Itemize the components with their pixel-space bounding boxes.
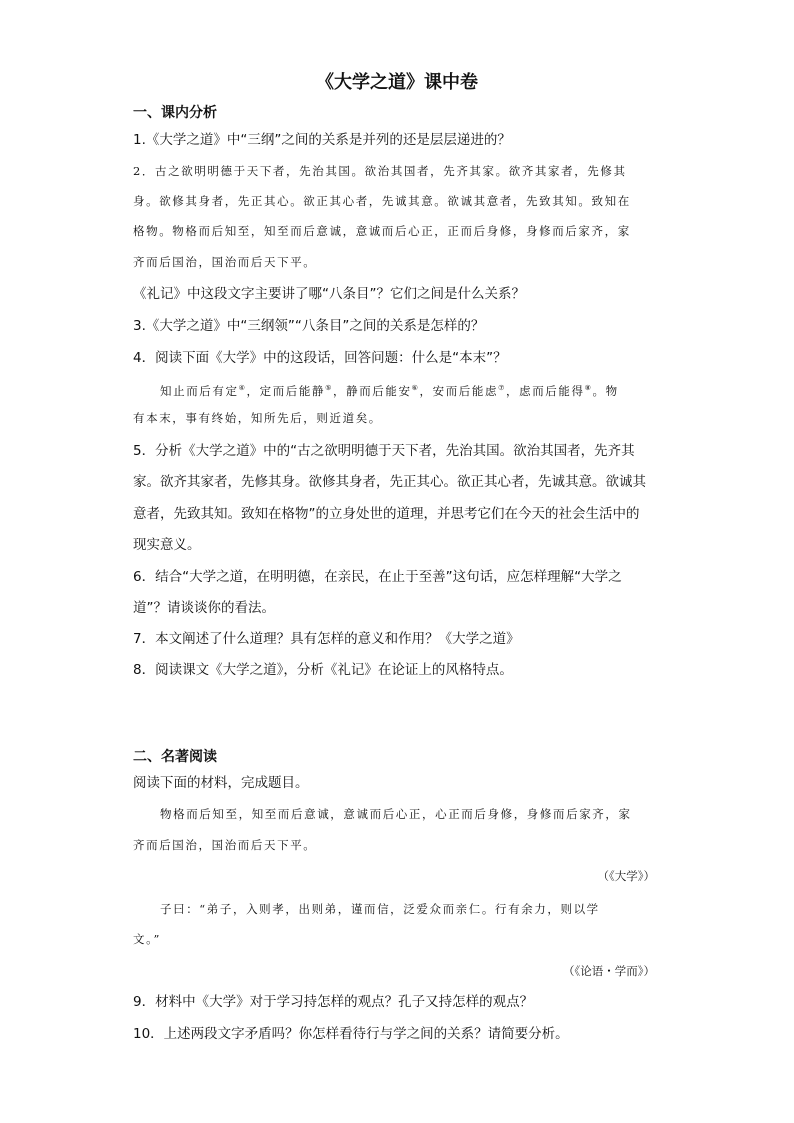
question-5-line-1: 5．分析《大学之道》中的“古之欲明明德于天下者，先治其国。欲治其国者，先齐其: [133, 443, 635, 459]
question-9: 9．材料中《大学》对于学习持怎样的观点？孔子又持怎样的观点？: [133, 994, 534, 1010]
question-5-line-3: 意者，先致其知。致知在格物”的立身处世的道理，并思考它们在今天的社会生活中的: [133, 506, 640, 522]
question-2-line-2: 身。欲修其身者，先正其心。欲正其心者，先诚其意。欲诚其意者，先致其知。致知在: [133, 194, 631, 208]
question-5-line-2: 家。欲齐其家者，先修其身。欲修其身者，先正其心。欲正其心者，先诚其意。欲诚其: [133, 474, 646, 490]
material-2-line-1: 子曰：“弟子，入则孝，出则弟，谨而信，泛爱众而亲仁。行有余力，则以学: [160, 902, 600, 916]
question-8: 8．阅读课文《大学之道》，分析《礼记》在论证上的风格特点。: [133, 662, 513, 678]
material-1-source: （《大学》）: [597, 869, 655, 883]
question-4-quote-line-2: 有本末，事有终始，知所先后，则近道矣。: [133, 411, 382, 425]
question-4-lead: 4．阅读下面《大学》中的这段话，回答问题：什么是“本末”？: [133, 350, 507, 366]
question-3: 3.《大学之道》中“三纲领”“八条目”之间的关系是怎样的？: [133, 318, 485, 334]
material-2-source: （《论语・学而》）: [563, 964, 655, 978]
question-2-line-4: 齐而后国治，国治而后天下平。: [133, 255, 317, 269]
question-5-line-4: 现实意义。: [133, 537, 201, 553]
section-2-intro: 阅读下面的材料，完成题目。: [133, 775, 309, 791]
question-1: 1.《大学之道》中“三纲”之间的关系是并列的还是层层递进的？: [133, 132, 511, 148]
question-2-line-1: 2．古之欲明明德于天下者，先治其国。欲治其国者，先齐其家。欲齐其家者，先修其: [133, 164, 627, 178]
section-heading-1: 一、课内分析: [133, 105, 217, 121]
question-7: 7．本文阐述了什么道理？具有怎样的意义和作用？《大学之道》: [133, 631, 520, 647]
page-title: 《大学之道》课中卷: [316, 72, 478, 93]
material-1-line-2: 齐而后国治，国治而后天下平。: [133, 838, 317, 852]
section-heading-2: 二、名著阅读: [133, 749, 217, 765]
material-1-line-1: 物格而后知至，知至而后意诚，意诚而后心正，心正而后身修，身修而后家齐，家: [160, 807, 632, 821]
material-2-line-2: 文。”: [133, 932, 161, 946]
question-10: 10．上述两段文字矛盾吗？你怎样看待行与学之间的关系？请简要分析。: [133, 1026, 569, 1042]
question-2-ask: 《礼记》中这段文字主要讲了哪“八条目”？它们之间是什么关系？: [133, 286, 525, 302]
question-2-line-3: 格物。物格而后知至，知至而后意诚，意诚而后心正，正而后身修，身修而后家齐，家: [133, 224, 631, 238]
question-6-line-1: 6．结合“大学之道，在明明德，在亲民，在止于至善”这句话，应怎样理解“大学之: [133, 569, 622, 585]
question-4-quote-line-1: 知止而后有定④，定而后能静⑤，静而后能安⑥，安而后能虑⑦，虑而后能得⑧。物: [160, 383, 619, 398]
question-6-line-2: 道”？请谈谈你的看法。: [133, 600, 275, 616]
